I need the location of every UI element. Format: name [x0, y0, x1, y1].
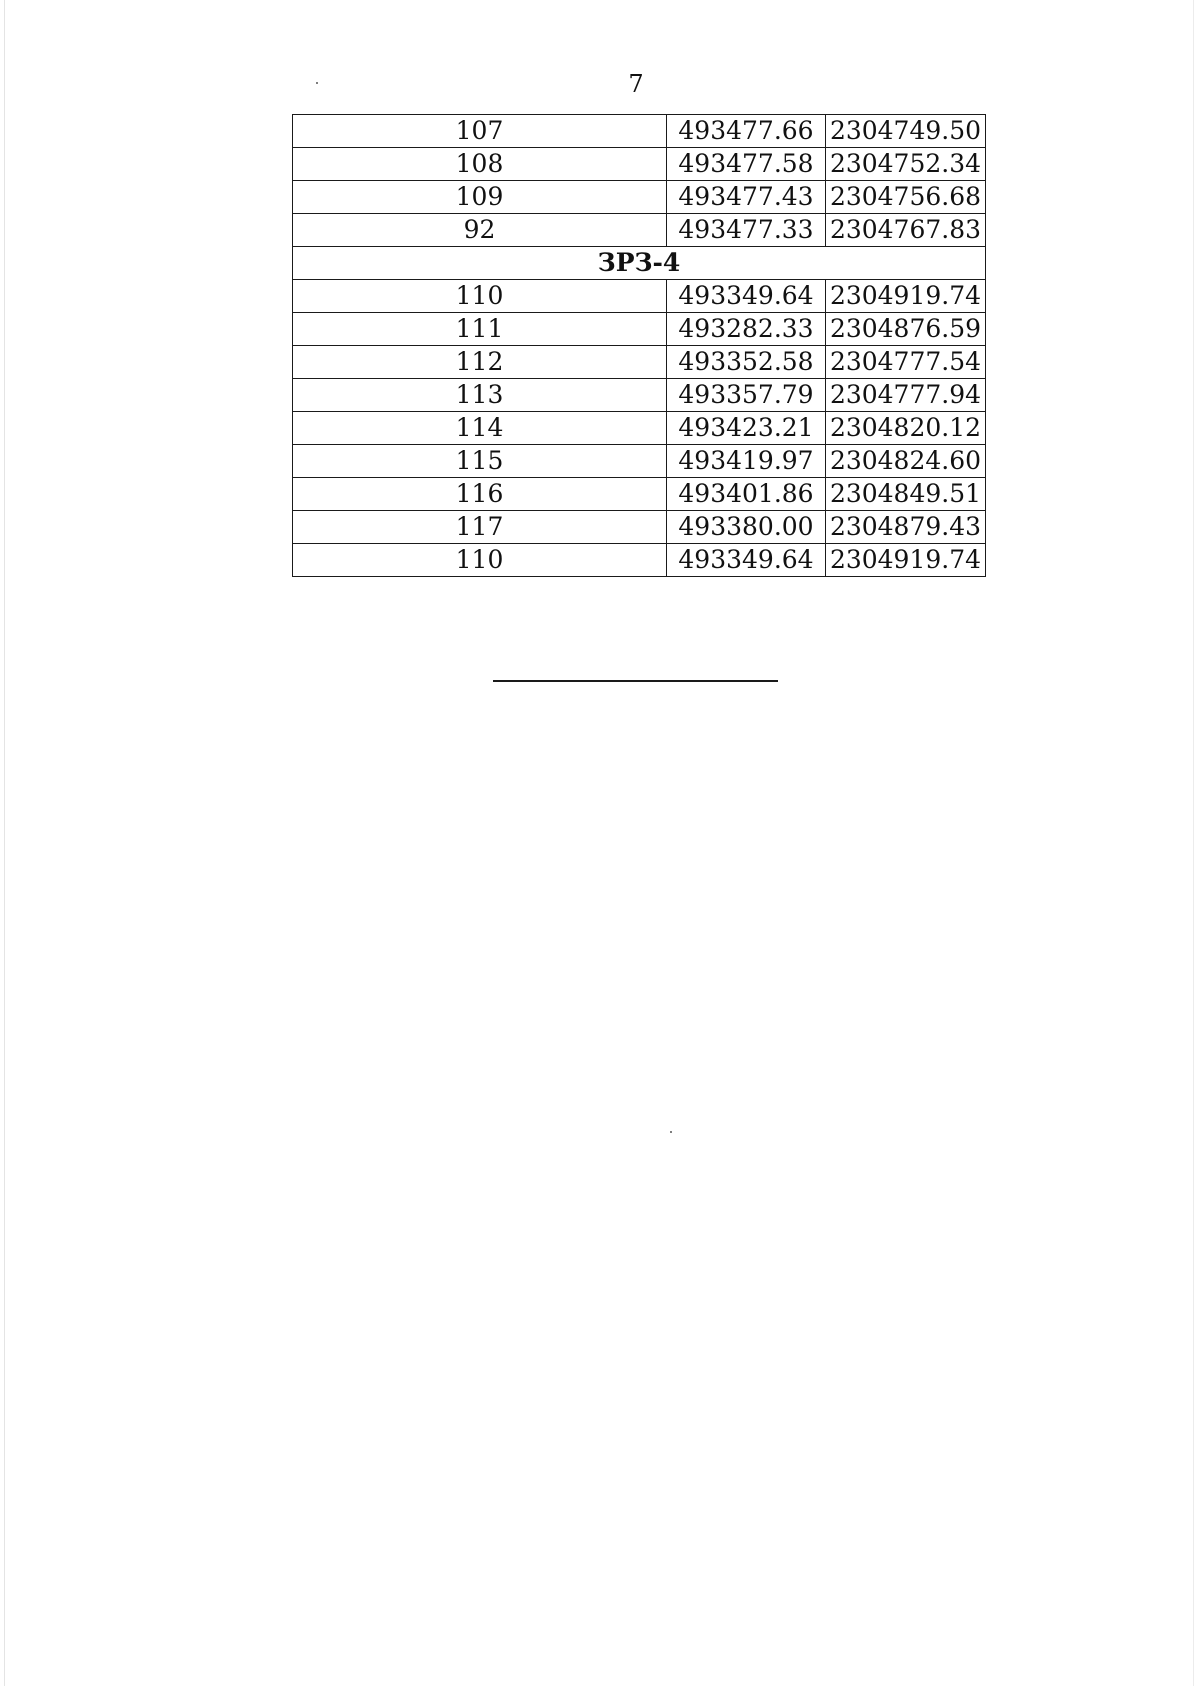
end-separator-line: [493, 680, 778, 682]
y-coordinate-cell: 2304824.60: [826, 445, 986, 478]
point-cell: 117: [293, 511, 667, 544]
table-row: [293, 379, 986, 412]
page-edge-left: [4, 0, 5, 1686]
x-coordinate-cell: 493477.43: [667, 181, 826, 214]
group-label-cell: ЗРЗ-4: [293, 247, 986, 280]
table-row: [293, 181, 986, 214]
x-coordinate-cell: 493349.64: [667, 544, 826, 577]
y-coordinate-cell: 2304919.74: [826, 280, 986, 313]
table-row: [293, 280, 986, 313]
page-edge-right: [1193, 0, 1194, 1686]
point-cell: 111: [293, 313, 667, 346]
x-coordinate-cell: 493352.58: [667, 346, 826, 379]
y-coordinate-cell: 2304752.34: [826, 148, 986, 181]
coordinates-table: [292, 114, 986, 577]
point-cell: 113: [293, 379, 667, 412]
table-group-row: [293, 247, 986, 280]
x-coordinate-cell: 493477.33: [667, 214, 826, 247]
x-coordinate-cell: 493357.79: [667, 379, 826, 412]
x-coordinate-cell: 493380.00: [667, 511, 826, 544]
scan-speck: [670, 1131, 672, 1133]
x-coordinate-cell: 493282.33: [667, 313, 826, 346]
x-coordinate-cell: 493401.86: [667, 478, 826, 511]
table-row: [293, 148, 986, 181]
table-row: [293, 346, 986, 379]
point-cell: 110: [293, 280, 667, 313]
point-cell: 108: [293, 148, 667, 181]
y-coordinate-cell: 2304749.50: [826, 115, 986, 148]
y-coordinate-cell: 2304767.83: [826, 214, 986, 247]
y-coordinate-cell: 2304820.12: [826, 412, 986, 445]
y-coordinate-cell: 2304879.43: [826, 511, 986, 544]
x-coordinate-cell: 493477.58: [667, 148, 826, 181]
y-coordinate-cell: 2304876.59: [826, 313, 986, 346]
page-number: 7: [628, 70, 644, 98]
point-cell: 112: [293, 346, 667, 379]
y-coordinate-cell: 2304849.51: [826, 478, 986, 511]
table-row: [293, 478, 986, 511]
y-coordinate-cell: 2304777.94: [826, 379, 986, 412]
x-coordinate-cell: 493423.21: [667, 412, 826, 445]
table-row: [293, 115, 986, 148]
y-coordinate-cell: 2304777.54: [826, 346, 986, 379]
coordinates-table-body: [293, 115, 986, 577]
table-row: [293, 511, 986, 544]
x-coordinate-cell: 493419.97: [667, 445, 826, 478]
point-cell: 110: [293, 544, 667, 577]
x-coordinate-cell: 493477.66: [667, 115, 826, 148]
y-coordinate-cell: 2304919.74: [826, 544, 986, 577]
table-row: [293, 313, 986, 346]
table-row: [293, 445, 986, 478]
point-cell: 107: [293, 115, 667, 148]
table-row: [293, 544, 986, 577]
y-coordinate-cell: 2304756.68: [826, 181, 986, 214]
point-cell: 114: [293, 412, 667, 445]
scan-speck: [316, 82, 318, 84]
point-cell: 115: [293, 445, 667, 478]
table-row: [293, 412, 986, 445]
table-row: [293, 214, 986, 247]
point-cell: 109: [293, 181, 667, 214]
point-cell: 92: [293, 214, 667, 247]
point-cell: 116: [293, 478, 667, 511]
x-coordinate-cell: 493349.64: [667, 280, 826, 313]
